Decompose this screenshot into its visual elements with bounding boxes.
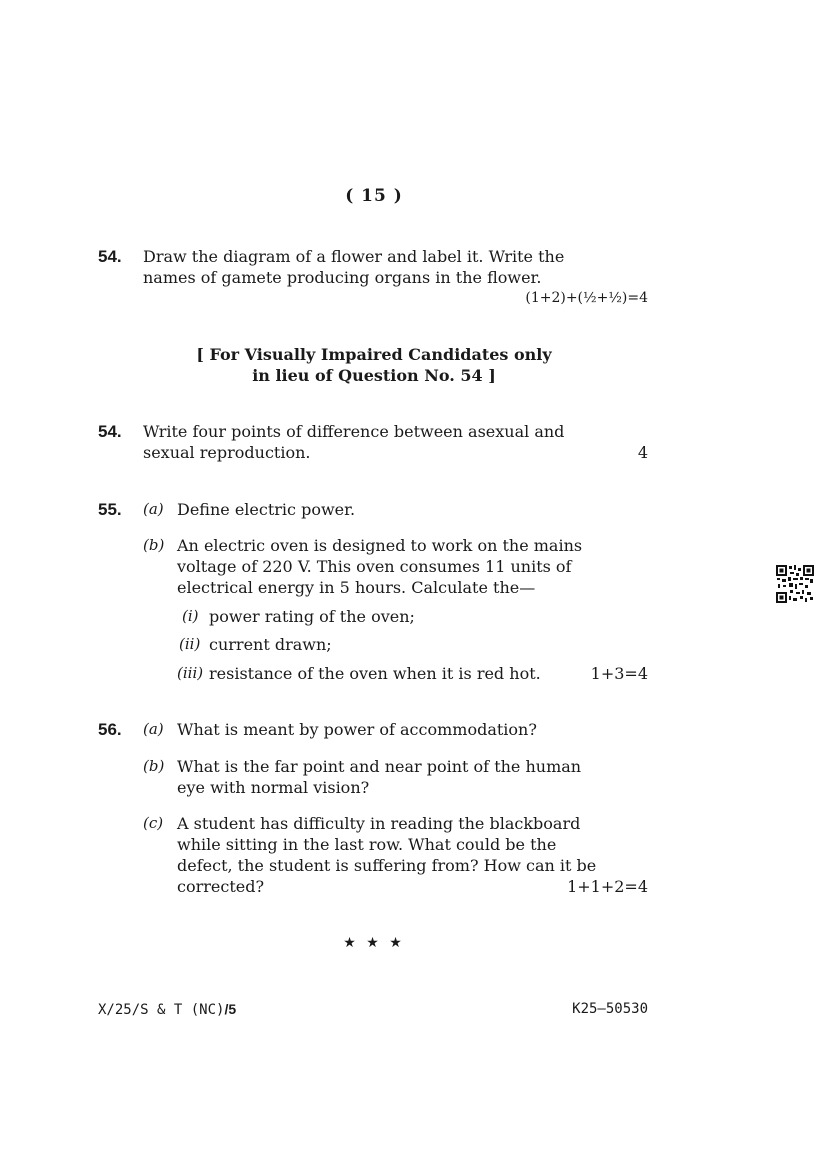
question-54-line-2: names of gamete producing organs in the flower. <box>143 268 542 287</box>
question-number-55: 55. <box>98 500 122 519</box>
question-55-b-line-1: An electric oven is designed to work on the mains <box>177 536 583 555</box>
question-56-c-line-2: while sitting in the last row. What could be the <box>177 835 557 854</box>
question-number-56: 56. <box>98 720 122 739</box>
question-54-vi-line-2: sexual reproduction. <box>143 443 311 462</box>
footer-left <box>98 999 236 1021</box>
question-54-vi-marks: 4 <box>637 443 648 462</box>
question-54-text <box>143 246 611 288</box>
footer-booklet-code: K25—50530 <box>572 1001 648 1017</box>
question-56-b-label: (b) <box>143 757 165 775</box>
question-56-a-label: (a) <box>143 720 164 738</box>
question-55-i-text: power rating of the oven; <box>209 607 415 626</box>
question-55-ii-text: current drawn; <box>209 635 332 654</box>
qr-code-graphic <box>776 565 814 603</box>
question-56-b-line-1: What is the far point and near point of the human <box>177 757 582 776</box>
question-56-c-line-1: A student has difficulty in reading the blackboard <box>177 814 581 833</box>
question-55-b-line-2: voltage of 220 V. This oven consumes 11 units of <box>177 557 572 576</box>
footer-page-ref: /5 <box>224 1001 237 1017</box>
vi-header-line-2: in lieu of Question No. 54 ] <box>252 366 496 385</box>
question-55-b-label: (b) <box>143 536 165 554</box>
question-55-a-text: Define electric power. <box>177 500 356 519</box>
question-56-b-line-2: eye with normal vision? <box>177 778 370 797</box>
question-55-iii-label: (iii) <box>177 664 204 682</box>
qr-code <box>776 565 814 603</box>
question-56-marks: 1+1+2=4 <box>567 877 648 896</box>
question-number-54: 54. <box>98 247 122 266</box>
question-56-a-text: What is meant by power of accommodation? <box>177 720 537 739</box>
question-55-i-label: (i) <box>182 607 199 625</box>
question-54-marks: (1+2)+(½+½)=4 <box>525 290 648 306</box>
page-number: ( 15 ) <box>345 186 403 206</box>
question-55-b-text <box>177 535 611 598</box>
question-54-vi-text <box>143 421 611 463</box>
question-54-line-1: Draw the diagram of a flower and label it. Write the <box>143 247 565 266</box>
question-56-c-label: (c) <box>143 814 164 832</box>
question-56-c-line-3: defect, the student is suffering from? How can it be <box>177 856 597 875</box>
question-54-vi-line-1: Write four points of difference between asexual and <box>143 422 565 441</box>
question-55-b-line-3: electrical energy in 5 hours. Calculate the— <box>177 578 536 597</box>
question-55-marks: 1+3=4 <box>590 664 648 683</box>
question-55-iii-text: resistance of the oven when it is red hot. <box>209 664 541 683</box>
vi-header-line-1: [ For Visually Impaired Candidates only <box>196 345 552 364</box>
question-number-54-vi: 54. <box>98 422 122 441</box>
question-56-b-text <box>177 756 611 798</box>
question-55-ii-label: (ii) <box>179 635 201 653</box>
question-55-a-label: (a) <box>143 500 164 518</box>
footer-paper-code: X/25/S & T (NC) <box>98 1002 225 1018</box>
end-of-questions-marker: ★ ★ ★ <box>343 935 405 951</box>
question-56-c-line-4: corrected? <box>177 877 265 896</box>
